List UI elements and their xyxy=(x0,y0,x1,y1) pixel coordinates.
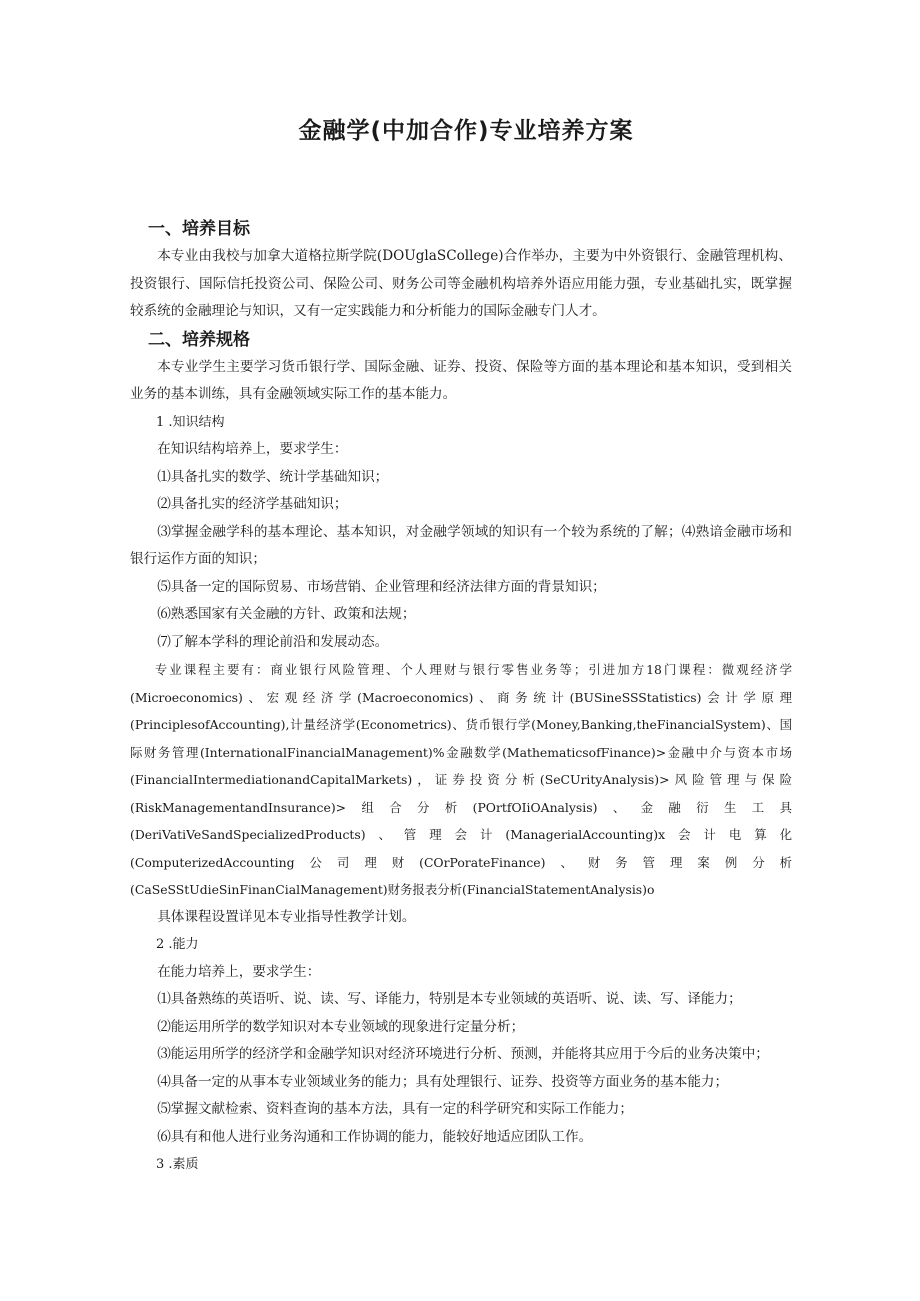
objectives-paragraph: 本专业由我校与加拿大道格拉斯学院(DOUglaSCollege)合作举办，主要为中外资银行、金融管理机构、投资银行、国际信托投资公司、保险公司、财务公司等金融机构培养外语应用能力强，专业基础扎实，既掌握较系统的金融理论与知识，又有一定实践能力和分析能力的国际金融专门人才。 xyxy=(130,248,792,319)
ability-intro: 在能力培养上，要求学生： xyxy=(157,963,321,980)
ability-item: ⑵能运用所学的数学知识对本专业领域的现象进行定量分析； xyxy=(157,1018,525,1035)
knowledge-item: ⑶掌握金融学科的基本理论、基本知识，对金融学领域的知识有一个较为系统的了解；⑷熟谙金融市场和银行运作方面的知识； xyxy=(130,523,792,567)
ability-item: ⑹具有和他人进行业务沟通和工作协调的能力，能较好地适应团队工作。 xyxy=(157,1128,593,1145)
knowledge-heading: 1 .知识结构 xyxy=(156,414,225,430)
page-title: 金融学(中加合作)专业培养方案 xyxy=(298,118,634,144)
knowledge-item: ⑸具备一定的国际贸易、市场营销、企业管理和经济法律方面的背景知识； xyxy=(157,578,606,595)
ability-heading: 2 .能力 xyxy=(156,937,199,952)
courses-note: 具体课程设置详见本专业指导性教学计划。 xyxy=(157,908,416,925)
courses-paragraph: 专业课程主要有：商业银行风险管理、个人理财与银行零售业务等；引进加方18门课程：微观经济学(Microeconomics)、宏观经济学(Macroeconomics)、商务统计(BUSineSSStatistics)会计学原理(PrinciplesofAccounting),计量经济学(Econometrics)、货币银行学(Money,Banking,theFinancialSystem)、国际财务管理(InternationalFinancialManagement)%金融数学(MathematicsofFinance)>金融中介与资本市场(FinancialIntermediationandCapitalMarkets)，证券投资分析(SeCUrityAnalysis)>风险管理与保险(RiskManagementandInsurance)>组合分析(POrtfOIiOAnalysis)、金融衍生工具(DeriVatiVeSandSpecializedProducts)、管理会计(ManagerialAccounting)x会计电算化(ComputerizedAccounting公司理财(COrPorateFinance)、财务管理案例分析(CaSeSStUdieSinFinanCialManagement)财务报表分析(FinancialStatementAnalysis)o xyxy=(130,662,792,897)
knowledge-item: ⑵具备扎实的经济学基础知识； xyxy=(157,496,348,512)
quality-heading: 3 .素质 xyxy=(156,1157,199,1172)
section-heading-specifications: 二、培养规格 xyxy=(148,329,250,350)
knowledge-item: ⑹熟悉国家有关金融的方针、政策和法规； xyxy=(157,606,416,622)
ability-item: ⑴具备熟练的英语听、说、读、写、译能力，特别是本专业领域的英语听、说、读、写、译能力； xyxy=(157,991,742,1007)
ability-item: ⑸掌握文献检索、资料查询的基本方法，具有一定的科学研究和实际工作能力； xyxy=(157,1101,633,1117)
ability-item: ⑶能运用所学的经济学和金融学知识对经济环境进行分析、预测，并能将其应用于今后的业务决策中； xyxy=(157,1046,769,1062)
specifications-paragraph: 本专业学生主要学习货币银行学、国际金融、证券、投资、保险等方面的基本理论和基本知识，受到相关业务的基本训练，具有金融领域实际工作的基本能力。 xyxy=(130,358,792,402)
knowledge-item: ⑴具备扎实的数学、统计学基础知识； xyxy=(157,468,389,485)
ability-item: ⑷具备一定的从事本专业领域业务的能力；具有处理银行、证券、投资等方面业务的基本能力； xyxy=(157,1073,729,1090)
section-heading-objectives: 一、培养目标 xyxy=(148,219,250,239)
knowledge-intro: 在知识结构培养上，要求学生： xyxy=(157,441,348,457)
knowledge-item: ⑺了解本学科的理论前沿和发展动态。 xyxy=(157,633,389,650)
